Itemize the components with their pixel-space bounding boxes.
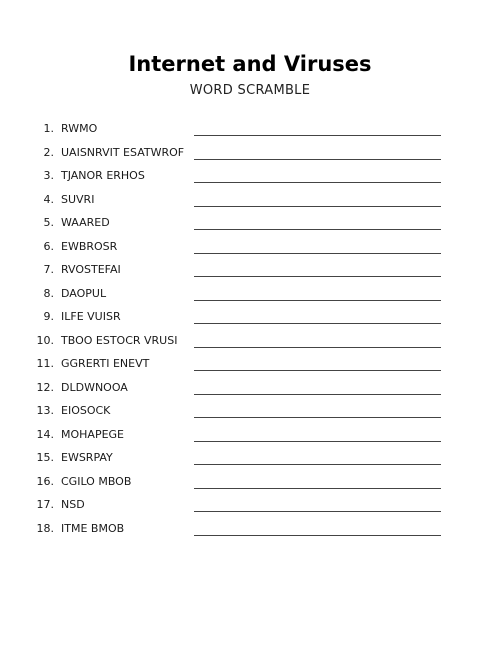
answer-line[interactable] [194, 535, 441, 536]
list-item [0, 497, 500, 521]
scrambled-word: DLDWNOOA [61, 380, 128, 394]
list-item [0, 262, 500, 286]
scrambled-word: EWSRPAY [61, 451, 113, 464]
list-item [0, 521, 500, 545]
scramble-list [0, 121, 500, 544]
answer-line[interactable] [194, 441, 441, 442]
item-number: 9. [43, 310, 54, 323]
item-number: 12. [36, 380, 54, 394]
answer-line[interactable] [194, 135, 441, 136]
scrambled-word: RWMO [61, 122, 98, 135]
answer-line[interactable] [194, 394, 441, 395]
list-item [0, 215, 500, 239]
answer-line[interactable] [194, 300, 441, 301]
answer-line[interactable] [194, 417, 441, 418]
item-number: 16. [36, 474, 54, 488]
scrambled-word: CGILO MBOB [61, 474, 132, 488]
item-number: 5. [43, 216, 54, 229]
item-number: 18. [36, 521, 54, 535]
scrambled-word: GGRERTI ENEVT [61, 357, 150, 370]
list-item [0, 450, 500, 474]
list-item [0, 192, 500, 216]
list-item [0, 239, 500, 263]
scrambled-word: UAISNRVIT ESATWROF [61, 145, 185, 159]
list-item [0, 121, 500, 145]
item-number: 17. [36, 498, 54, 511]
answer-line[interactable] [194, 347, 441, 348]
scrambled-word: EWBROSR [61, 239, 118, 253]
page-subtitle: WORD SCRAMBLE [189, 83, 311, 98]
scrambled-word: TJANOR ERHOS [61, 169, 145, 182]
answer-line[interactable] [194, 511, 441, 512]
item-number: 15. [36, 451, 54, 464]
scrambled-word: EIOSOCK [61, 404, 111, 417]
item-number: 4. [43, 192, 54, 206]
answer-line[interactable] [194, 488, 441, 489]
answer-line[interactable] [194, 370, 441, 371]
item-number: 7. [43, 263, 54, 276]
answer-line[interactable] [194, 464, 441, 465]
answer-line[interactable] [194, 276, 441, 277]
list-item [0, 356, 500, 380]
list-item [0, 333, 500, 357]
scrambled-word: WAARED [61, 216, 110, 229]
item-number: 11. [36, 357, 54, 370]
list-item [0, 286, 500, 310]
scrambled-word: SUVRI [61, 192, 95, 206]
scrambled-word: TBOO ESTOCR VRUSI [61, 333, 178, 347]
item-number: 3. [43, 169, 54, 182]
list-item [0, 168, 500, 192]
page-title: Internet and Viruses [128, 52, 372, 76]
item-number: 2. [43, 145, 54, 159]
answer-line[interactable] [194, 323, 441, 324]
list-item [0, 427, 500, 451]
answer-line[interactable] [194, 229, 441, 230]
scrambled-word: ILFE VUISR [61, 310, 121, 323]
list-item [0, 380, 500, 404]
list-item [0, 145, 500, 169]
answer-line[interactable] [194, 206, 441, 207]
item-number: 1. [43, 122, 54, 135]
list-item [0, 474, 500, 498]
list-item [0, 309, 500, 333]
scrambled-word: ITME BMOB [61, 521, 125, 535]
item-number: 8. [43, 286, 54, 300]
scrambled-word: NSD [61, 498, 85, 511]
answer-line[interactable] [194, 253, 441, 254]
answer-line[interactable] [194, 159, 441, 160]
item-number: 6. [43, 239, 54, 253]
scrambled-word: MOHAPEGE [61, 427, 125, 441]
answer-line[interactable] [194, 182, 441, 183]
scrambled-word: RVOSTEFAI [61, 263, 121, 276]
item-number: 10. [36, 333, 54, 347]
item-number: 13. [36, 404, 54, 417]
item-number: 14. [36, 427, 54, 441]
list-item [0, 403, 500, 427]
scrambled-word: DAOPUL [61, 286, 107, 300]
